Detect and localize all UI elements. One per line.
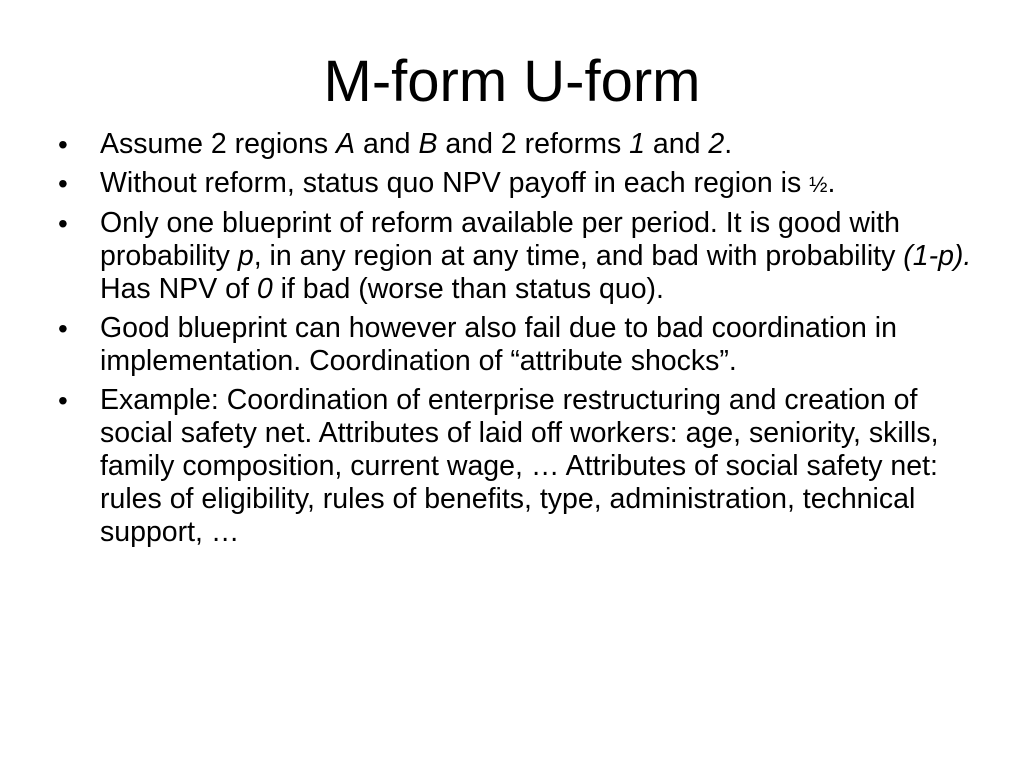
bullet-item bbox=[58, 167, 978, 201]
slide-title: M-form U-form bbox=[323, 49, 701, 114]
italic-text-segment: 2 bbox=[708, 128, 725, 160]
italic-text-segment: 1 bbox=[629, 128, 645, 160]
bullet-text bbox=[100, 207, 971, 305]
bullet-list bbox=[58, 128, 978, 555]
text-segment: ½ bbox=[809, 172, 828, 197]
bullet-marker: • bbox=[58, 168, 68, 199]
text-segment: Without reform, status quo NPV payoff in each region is bbox=[100, 167, 810, 199]
text-segment: Example: Coordination of enterprise restructuring and creation of social safety net. Attributes of laid off workers: age, seniority, skills, family composition, current wage, … Attributes of social safety net: rules of eligibility, rules of benefits, type, administration, technical support, … bbox=[100, 384, 939, 548]
bullet-item bbox=[58, 128, 978, 161]
text-segment: Only one blueprint of reform available per period. It is good with probability bbox=[100, 207, 901, 272]
text-segment: Assume 2 regions bbox=[100, 128, 337, 160]
italic-text-segment: 0 bbox=[256, 273, 273, 305]
italic-text-segment: A bbox=[336, 128, 356, 160]
text-segment: Good blueprint can however also fail due to bad coordination in implementation. Coordination of “attribute shocks”. bbox=[100, 312, 897, 377]
text-segment: and bbox=[644, 128, 709, 160]
bullet-marker: • bbox=[58, 129, 68, 160]
bullet-text bbox=[100, 167, 835, 199]
bullet-marker: • bbox=[58, 385, 68, 416]
bullet-marker: • bbox=[58, 208, 68, 239]
text-segment: Has NPV of bbox=[100, 273, 257, 305]
text-segment: and 2 reforms bbox=[437, 128, 630, 160]
italic-text-segment: (1-p). bbox=[903, 240, 972, 272]
bullet-text bbox=[100, 128, 732, 160]
italic-text-segment: B bbox=[418, 128, 438, 160]
bullet-text bbox=[100, 384, 938, 548]
text-segment: , in any region at any time, and bad with probability bbox=[253, 240, 904, 272]
text-segment: . bbox=[827, 167, 836, 199]
text-segment: if bad (worse than status quo). bbox=[272, 273, 664, 305]
bullet-marker: • bbox=[58, 313, 68, 344]
bullet-item bbox=[58, 207, 978, 306]
bullet-text bbox=[100, 312, 897, 377]
bullet-item bbox=[58, 384, 978, 549]
bullet-item bbox=[58, 312, 978, 378]
italic-text-segment: p bbox=[237, 240, 254, 272]
text-segment: . bbox=[724, 128, 733, 160]
text-segment: and bbox=[355, 128, 419, 160]
